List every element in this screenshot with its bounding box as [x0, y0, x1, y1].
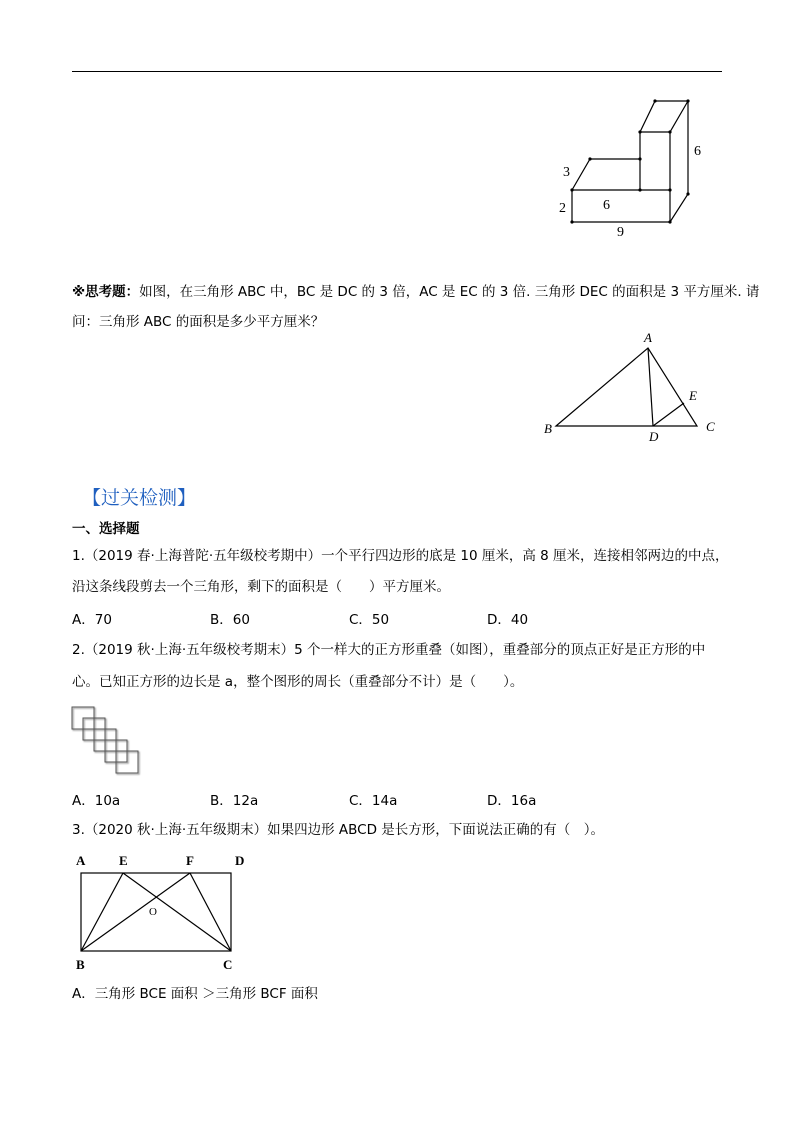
- vertex-label: C: [706, 419, 715, 434]
- q2-option-d: D．16a: [487, 793, 537, 809]
- q1-option-b: B．60: [210, 612, 250, 628]
- q1-option-a: A．70: [72, 612, 112, 628]
- q1-line1: 1.（2019 春·上海普陀·五年级校考期中）一个平行四边形的底是 10 厘米，高 8 厘米，连接相邻两边的中点，: [72, 548, 729, 564]
- vertex-label: D: [235, 853, 245, 868]
- stair-label: 2: [559, 201, 566, 216]
- q2-line1: 2.（2019 秋·上海·五年级校考期末）5 个一样大的正方形重叠（如图），重叠部分的顶点正好是正方形的中: [72, 642, 706, 658]
- vertex-label: A: [644, 330, 652, 345]
- vertex-label: B: [76, 957, 85, 972]
- vertex-label: C: [223, 957, 233, 972]
- q1-option-c: C．50: [349, 612, 390, 628]
- q1-line2: 沿这条线段剪去一个三角形，剩下的面积是（ ）平方厘米。: [72, 579, 450, 595]
- overlapping-squares-figure: [70, 705, 145, 780]
- stair-label: 3: [563, 165, 570, 180]
- subsection-title: 一、选择题: [72, 521, 140, 537]
- section-title: 【过关检测】: [82, 487, 197, 509]
- stair-label: 6: [694, 144, 701, 159]
- rectangle-abcd-figure: [72, 850, 262, 975]
- q3-option-a: A．三角形 BCE 面积 ＞三角形 BCF 面积: [72, 986, 318, 1002]
- stair-label: 6: [603, 198, 610, 213]
- q2-line2: 心。已知正方形的边长是 a，整个图形的周长（重叠部分不计）是（ ）。: [72, 674, 524, 690]
- vertex-label: D: [649, 429, 659, 443]
- stair-figure: [550, 90, 720, 240]
- thinking-question-line2: 问：三角形 ABC 的面积是多少平方厘米？: [72, 314, 325, 330]
- q2-option-c: C．14a: [349, 793, 398, 809]
- vertex-label: E: [119, 853, 128, 868]
- stair-label: 9: [617, 225, 624, 240]
- vertex-label: F: [186, 853, 194, 868]
- q2-option-b: B．12a: [210, 793, 259, 809]
- q2-option-a: A．10a: [72, 793, 121, 809]
- q1-option-d: D．40: [487, 612, 529, 628]
- vertex-label: A: [76, 853, 86, 868]
- thinking-tag: ※思考题：: [72, 284, 140, 300]
- triangle-abc-figure: [538, 328, 728, 443]
- vertex-label: B: [544, 421, 552, 436]
- q3-line1: 3.（2020 秋·上海·五年级期末）如果四边形 ABCD 是长方形，下面说法正确的有（ ）。: [72, 822, 605, 838]
- vertex-label: O: [149, 906, 157, 918]
- header-rule: [72, 71, 722, 72]
- vertex-label: E: [689, 388, 697, 403]
- thinking-question-line1: ※思考题：如图，在三角形 ABC 中，BC 是 DC 的 3 倍，AC 是 EC 的 3 倍. 三角形 DEC 的面积是 3 平方厘米. 请: [72, 284, 760, 300]
